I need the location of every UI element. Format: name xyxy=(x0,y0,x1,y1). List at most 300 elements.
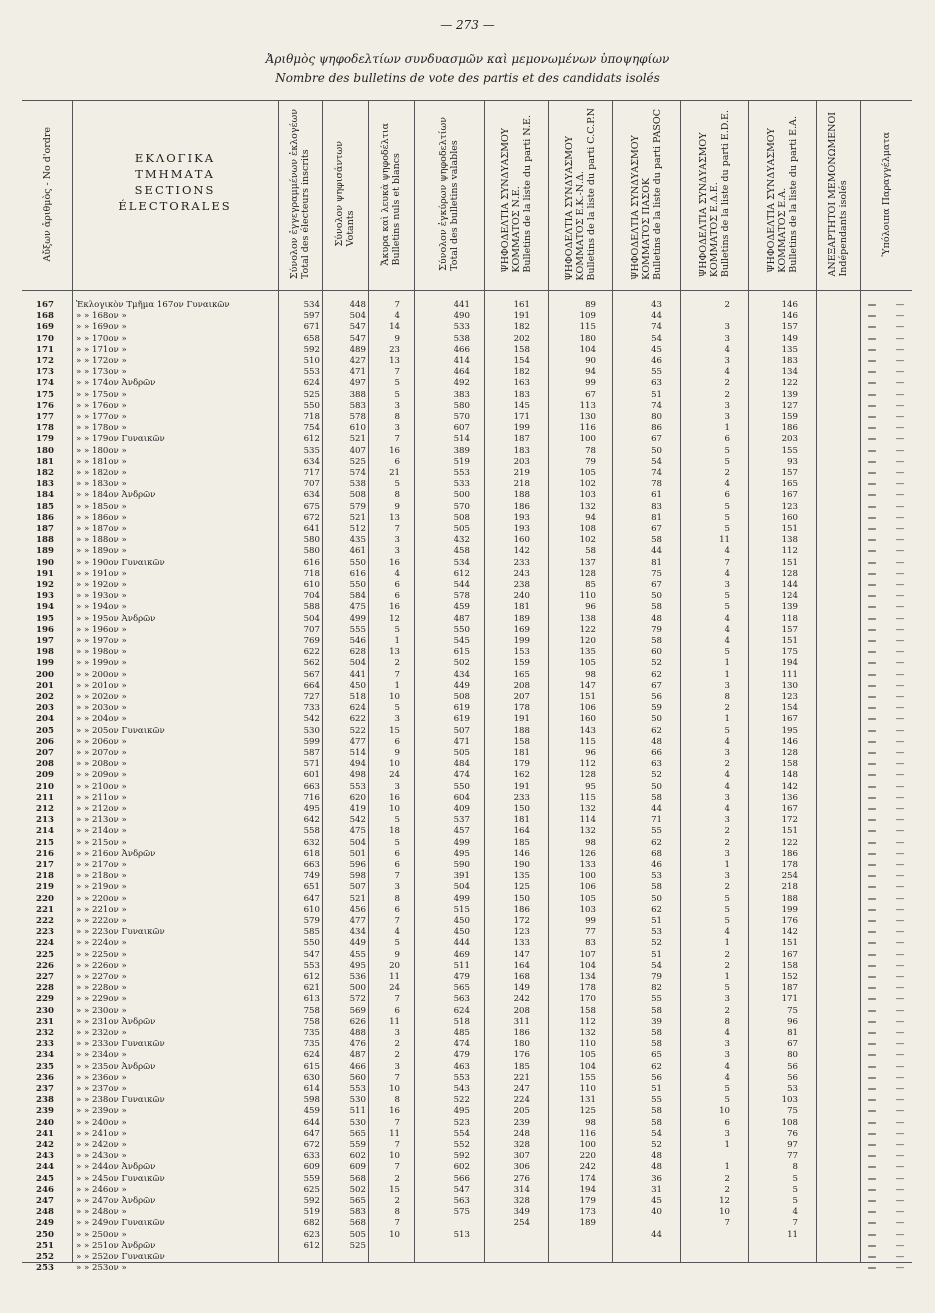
cell-independents: — xyxy=(867,938,877,949)
cell-ea: 187 xyxy=(781,983,798,994)
cell-registered: 707 xyxy=(303,624,320,635)
cell-ea: 154 xyxy=(781,703,798,714)
cell-order-number: 223 xyxy=(36,927,54,938)
table-row xyxy=(22,793,912,804)
cell-voters: 521 xyxy=(349,893,366,904)
cell-independents: — xyxy=(867,848,877,859)
cell-ne: 188 xyxy=(513,490,530,501)
table-row xyxy=(22,513,912,524)
cell-invalid: 3 xyxy=(394,882,400,893)
cell-independents: — xyxy=(867,546,877,557)
cell-independents: — xyxy=(867,1061,877,1072)
cell-registered: 530 xyxy=(303,725,320,736)
cell-ek: 102 xyxy=(579,535,596,546)
cell-independents: — xyxy=(867,1240,877,1251)
cell-ne: 181 xyxy=(513,815,530,826)
cell-pasok: 58 xyxy=(651,602,662,613)
cell-ne: 307 xyxy=(513,1151,530,1162)
table-row xyxy=(22,434,912,445)
cell-ne: 159 xyxy=(513,658,530,669)
cell-valid: 607 xyxy=(453,423,470,434)
cell-ne: 240 xyxy=(513,591,530,602)
cell-ne: 314 xyxy=(513,1184,530,1195)
cell-ea: 152 xyxy=(781,972,798,982)
cell-independents: — xyxy=(867,826,877,837)
cell-pasok: 52 xyxy=(651,938,662,949)
cell-ek: 130 xyxy=(579,412,596,422)
cell-ea: 160 xyxy=(781,512,798,523)
table-row xyxy=(22,759,912,770)
cell-section: » » 228ον » xyxy=(76,983,127,994)
cell-order-number: 234 xyxy=(36,1050,54,1061)
table-row xyxy=(22,804,912,815)
cell-invalid: 9 xyxy=(394,333,400,344)
cell-remaining: — xyxy=(895,412,905,422)
cell-valid: 552 xyxy=(453,1140,470,1150)
cell-section: » » 233ον Γυναικῶν xyxy=(76,1039,165,1050)
cell-ea: 56 xyxy=(787,1061,798,1072)
cell-invalid: 4 xyxy=(394,927,400,938)
cell-order-number: 236 xyxy=(36,1072,54,1083)
cell-ne: 146 xyxy=(513,848,530,859)
cell-invalid: 24 xyxy=(389,983,400,994)
cell-registered: 754 xyxy=(303,423,320,434)
cell-pasok: 67 xyxy=(651,680,662,691)
cell-valid: 523 xyxy=(453,1117,470,1128)
cell-section: » » 223ον Γυναικῶν xyxy=(76,927,165,938)
cell-independents: — xyxy=(867,602,877,613)
cell-ek: 115 xyxy=(579,736,596,747)
cell-order-number: 198 xyxy=(36,647,54,658)
cell-ek: 173 xyxy=(579,1207,596,1218)
cell-valid: 592 xyxy=(453,1151,470,1162)
table-row xyxy=(22,1140,912,1151)
cell-remaining: — xyxy=(895,311,905,322)
cell-independents: — xyxy=(867,1016,877,1027)
cell-order-number: 196 xyxy=(36,624,54,635)
cell-voters: 461 xyxy=(349,546,366,557)
cell-ea: 158 xyxy=(781,759,798,770)
cell-section: » » 210ον » xyxy=(76,781,127,792)
cell-pasok: 51 xyxy=(651,949,662,960)
cell-ne: 182 xyxy=(513,367,530,378)
cell-voters: 512 xyxy=(349,524,366,534)
cell-registered: 601 xyxy=(303,770,320,781)
cell-voters: 583 xyxy=(349,400,366,411)
cell-valid: 490 xyxy=(453,311,470,322)
header-party-ek: ΨΗΦΟΔΕΛΤΙΑ ΣΥΝΔΥΑΣΜΟΥ ΚΟΜΜΑΤΟΣ Ε.Κ.-Ν.Δ. Bulletins de la liste du parti C.C.P.N xyxy=(563,107,597,281)
cell-section: » » 243ον » xyxy=(76,1151,127,1162)
table-row xyxy=(22,658,912,669)
cell-section: » » 212ον » xyxy=(76,804,127,814)
cell-ea: 127 xyxy=(781,400,798,411)
cell-registered: 612 xyxy=(303,972,320,982)
cell-voters: 555 xyxy=(349,624,366,635)
cell-ne: 171 xyxy=(513,412,530,422)
cell-section: » » 218ον » xyxy=(76,871,127,882)
cell-ea: 111 xyxy=(781,669,798,680)
cell-independents: — xyxy=(867,1196,877,1206)
cell-invalid: 3 xyxy=(394,400,400,411)
cell-ne: 183 xyxy=(513,389,530,400)
cell-valid: 565 xyxy=(453,983,470,994)
cell-independents: — xyxy=(867,400,877,411)
table-row xyxy=(22,961,912,972)
cell-invalid: 7 xyxy=(394,1162,400,1173)
cell-independents: — xyxy=(867,893,877,904)
cell-section: » » 252ον Γυναικῶν xyxy=(76,1252,165,1262)
cell-valid: 500 xyxy=(453,490,470,501)
cell-ek: 95 xyxy=(585,781,596,792)
cell-section: » » 232ον » xyxy=(76,1028,127,1038)
cell-independents: — xyxy=(867,524,877,534)
header-remaining: Ὑπόλοιπα Παραγγέλματα xyxy=(880,131,892,257)
cell-independents: — xyxy=(867,736,877,747)
cell-ea: 146 xyxy=(781,736,798,747)
cell-voters: 553 xyxy=(349,781,366,792)
cell-order-number: 242 xyxy=(36,1140,54,1150)
cell-independents: — xyxy=(867,535,877,546)
cell-registered: 559 xyxy=(303,1173,320,1184)
cell-voters: 450 xyxy=(349,680,366,691)
cell-ne: 243 xyxy=(513,568,530,579)
table-row xyxy=(22,423,912,434)
cell-pasok: 55 xyxy=(651,994,662,1005)
cell-ne: 205 xyxy=(513,1106,530,1117)
cell-ek: 98 xyxy=(585,669,596,680)
cell-remaining: — xyxy=(895,916,905,926)
cell-registered: 597 xyxy=(303,311,320,322)
cell-remaining: — xyxy=(895,333,905,344)
cell-order-number: 248 xyxy=(36,1207,54,1218)
cell-section: » » 181ον » xyxy=(76,456,127,467)
cell-ek: 99 xyxy=(585,916,596,926)
cell-registered: 580 xyxy=(303,546,320,557)
cell-invalid: 9 xyxy=(394,949,400,960)
cell-ea: 118 xyxy=(781,613,798,624)
cell-order-number: 167 xyxy=(36,300,54,310)
cell-independents: — xyxy=(867,792,877,803)
cell-voters: 518 xyxy=(349,692,366,702)
cell-ede: 5 xyxy=(724,456,730,467)
cell-pasok: 56 xyxy=(651,1072,662,1083)
cell-ede: 5 xyxy=(724,647,730,658)
cell-ede: 2 xyxy=(724,949,730,960)
cell-remaining: — xyxy=(895,882,905,893)
cell-ek: 116 xyxy=(579,1128,596,1139)
cell-ea: 157 xyxy=(781,624,798,635)
table-row xyxy=(22,770,912,781)
cell-ea: 165 xyxy=(781,479,798,490)
cell-ede: 4 xyxy=(724,736,730,747)
cell-remaining: — xyxy=(895,1184,905,1195)
cell-pasok: 40 xyxy=(651,1207,662,1218)
cell-section: » » 171ον » xyxy=(76,344,127,355)
cell-ea: 77 xyxy=(787,1151,798,1162)
cell-invalid: 7 xyxy=(394,871,400,882)
cell-ne: 191 xyxy=(513,781,530,792)
cell-ne: 248 xyxy=(513,1128,530,1139)
cell-ea: 5 xyxy=(792,1184,798,1195)
cell-invalid: 6 xyxy=(394,580,400,590)
cell-order-number: 246 xyxy=(36,1184,54,1195)
cell-ea: 148 xyxy=(781,770,798,781)
cell-ede: 3 xyxy=(724,871,730,882)
cell-independents: — xyxy=(867,1128,877,1139)
cell-remaining: — xyxy=(895,344,905,355)
cell-ede: 2 xyxy=(724,300,730,310)
cell-remaining: — xyxy=(895,1128,905,1139)
cell-order-number: 221 xyxy=(36,904,54,915)
cell-voters: 495 xyxy=(349,960,366,971)
cell-ede: 4 xyxy=(724,367,730,378)
cell-ea: 96 xyxy=(787,1016,798,1027)
cell-ek: 180 xyxy=(579,333,596,344)
cell-remaining: — xyxy=(895,490,905,501)
cell-section: » » 236ον » xyxy=(76,1072,127,1083)
cell-pasok: 74 xyxy=(651,400,662,411)
table-row xyxy=(22,782,912,793)
cell-invalid: 2 xyxy=(394,658,400,669)
cell-order-number: 211 xyxy=(36,792,54,803)
cell-ne: 185 xyxy=(513,1061,530,1072)
cell-pasok: 79 xyxy=(651,972,662,982)
cell-independents: — xyxy=(867,714,877,725)
cell-ea: 4 xyxy=(792,1207,798,1218)
cell-valid: 459 xyxy=(453,602,470,613)
cell-section: » » 222ον » xyxy=(76,916,127,926)
cell-registered: 769 xyxy=(303,636,320,646)
cell-pasok: 81 xyxy=(651,512,662,523)
table-row xyxy=(22,826,912,837)
cell-registered: 579 xyxy=(303,916,320,926)
cell-independents: — xyxy=(867,300,877,310)
cell-section: » » 216ον Ἀνδρῶν xyxy=(76,848,156,859)
cell-section: » » 195ον Ἀνδρῶν xyxy=(76,613,156,624)
cell-independents: — xyxy=(867,613,877,624)
cell-invalid: 5 xyxy=(394,378,400,389)
cell-ea: 218 xyxy=(781,882,798,893)
cell-ne: 254 xyxy=(513,1218,530,1229)
cell-pasok: 52 xyxy=(651,658,662,669)
cell-order-number: 208 xyxy=(36,759,54,770)
cell-voters: 507 xyxy=(349,882,366,893)
cell-pasok: 44 xyxy=(651,804,662,814)
table-row xyxy=(22,1017,912,1028)
cell-ede: 2 xyxy=(724,759,730,770)
cell-ne: 349 xyxy=(513,1207,530,1218)
cell-ede: 5 xyxy=(724,725,730,736)
cell-pasok: 53 xyxy=(651,871,662,882)
cell-voters: 456 xyxy=(349,904,366,915)
cell-valid: 441 xyxy=(453,300,470,310)
cell-remaining: — xyxy=(895,1151,905,1162)
cell-registered: 510 xyxy=(303,356,320,366)
cell-ea: 186 xyxy=(781,848,798,859)
cell-independents: — xyxy=(867,904,877,915)
table-row xyxy=(22,972,912,983)
cell-remaining: — xyxy=(895,356,905,366)
cell-ek: 83 xyxy=(585,938,596,949)
cell-section: » » 230ον » xyxy=(76,1005,127,1016)
cell-ek: 110 xyxy=(579,1084,596,1094)
cell-ea: 139 xyxy=(781,389,798,400)
table-row xyxy=(22,1084,912,1095)
cell-voters: 622 xyxy=(349,714,366,725)
cell-registered: 580 xyxy=(303,535,320,546)
cell-section: » » 211ον » xyxy=(76,792,127,803)
cell-ea: 56 xyxy=(787,1072,798,1083)
table-row xyxy=(22,580,912,591)
cell-valid: 389 xyxy=(453,445,470,456)
cell-valid: 537 xyxy=(453,815,470,826)
cell-pasok: 36 xyxy=(651,1173,662,1184)
cell-ede: 2 xyxy=(724,1184,730,1195)
table-row xyxy=(22,602,912,613)
cell-ne: 161 xyxy=(513,300,530,310)
table-row xyxy=(22,905,912,916)
cell-ede: 5 xyxy=(724,591,730,602)
cell-ek: 77 xyxy=(585,927,596,938)
cell-order-number: 201 xyxy=(36,680,54,691)
cell-remaining: — xyxy=(895,826,905,837)
cell-order-number: 181 xyxy=(36,456,54,467)
cell-registered: 558 xyxy=(303,826,320,837)
cell-valid: 505 xyxy=(453,524,470,534)
cell-ede: 4 xyxy=(724,1072,730,1083)
cell-voters: 546 xyxy=(349,636,366,646)
cell-section: » » 180ον » xyxy=(76,445,127,456)
cell-valid: 507 xyxy=(453,725,470,736)
cell-valid: 479 xyxy=(453,972,470,982)
cell-independents: — xyxy=(867,927,877,938)
cell-remaining: — xyxy=(895,1016,905,1027)
cell-section: » » 251ον Ἀνδρῶν xyxy=(76,1240,156,1251)
table-row xyxy=(22,1062,912,1073)
cell-remaining: — xyxy=(895,893,905,904)
cell-ede: 2 xyxy=(724,1005,730,1016)
cell-order-number: 227 xyxy=(36,972,54,982)
cell-section: » » 187ον » xyxy=(76,524,127,534)
cell-order-number: 191 xyxy=(36,568,54,579)
cell-section: » » 173ον » xyxy=(76,367,127,378)
cell-valid: 519 xyxy=(453,456,470,467)
cell-voters: 489 xyxy=(349,344,366,355)
cell-section: » » 194ον » xyxy=(76,602,127,613)
cell-ea: 151 xyxy=(781,636,798,646)
cell-ek: 89 xyxy=(585,300,596,310)
cell-pasok: 86 xyxy=(651,423,662,434)
cell-pasok: 58 xyxy=(651,1117,662,1128)
cell-ea: 135 xyxy=(781,344,798,355)
table-row xyxy=(22,983,912,994)
cell-ne: 238 xyxy=(513,580,530,590)
cell-ede: 4 xyxy=(724,770,730,781)
cell-pasok: 67 xyxy=(651,434,662,445)
cell-ne: 208 xyxy=(513,680,530,691)
cell-registered: 592 xyxy=(303,1196,320,1206)
cell-ea: 146 xyxy=(781,311,798,322)
cell-independents: — xyxy=(867,367,877,378)
cell-order-number: 213 xyxy=(36,815,54,826)
cell-ede: 4 xyxy=(724,927,730,938)
cell-valid: 578 xyxy=(453,591,470,602)
cell-valid: 471 xyxy=(453,736,470,747)
cell-invalid: 11 xyxy=(389,1128,400,1139)
cell-order-number: 197 xyxy=(36,636,54,646)
cell-valid: 479 xyxy=(453,1050,470,1061)
cell-voters: 610 xyxy=(349,423,366,434)
cell-registered: 672 xyxy=(303,1140,320,1150)
cell-independents: — xyxy=(867,333,877,344)
cell-ek: 94 xyxy=(585,367,596,378)
cell-order-number: 186 xyxy=(36,512,54,523)
cell-voters: 559 xyxy=(349,1140,366,1150)
cell-registered: 614 xyxy=(303,1084,320,1094)
cell-pasok: 80 xyxy=(651,412,662,422)
cell-independents: — xyxy=(867,1151,877,1162)
cell-ede: 7 xyxy=(724,557,730,568)
cell-order-number: 190 xyxy=(36,557,54,568)
cell-registered: 553 xyxy=(303,367,320,378)
cell-valid: 464 xyxy=(453,367,470,378)
cell-invalid: 16 xyxy=(389,792,400,803)
table-row xyxy=(22,300,912,311)
cell-order-number: 173 xyxy=(36,367,54,378)
cell-ek: 242 xyxy=(579,1162,596,1173)
table-row xyxy=(22,714,912,725)
cell-remaining: — xyxy=(895,557,905,568)
cell-valid: 612 xyxy=(453,568,470,579)
cell-registered: 562 xyxy=(303,658,320,669)
cell-ea: 128 xyxy=(781,748,798,758)
cell-pasok: 58 xyxy=(651,1005,662,1016)
cell-pasok: 45 xyxy=(651,1196,662,1206)
cell-valid: 484 xyxy=(453,759,470,770)
table-row xyxy=(22,692,912,703)
cell-registered: 644 xyxy=(303,1117,320,1128)
cell-pasok: 55 xyxy=(651,826,662,837)
cell-registered: 641 xyxy=(303,524,320,534)
cell-pasok: 60 xyxy=(651,647,662,658)
cell-ek: 120 xyxy=(579,636,596,646)
cell-ea: 172 xyxy=(781,815,798,826)
cell-ek: 107 xyxy=(579,949,596,960)
table-row xyxy=(22,1118,912,1129)
cell-valid: 495 xyxy=(453,1106,470,1117)
cell-valid: 511 xyxy=(453,960,470,971)
cell-registered: 735 xyxy=(303,1039,320,1050)
cell-valid: 474 xyxy=(453,770,470,781)
table-row xyxy=(22,356,912,367)
cell-ede: 5 xyxy=(724,1084,730,1094)
cell-registered: 585 xyxy=(303,927,320,938)
cell-section: » » 197ον » xyxy=(76,636,127,646)
cell-ek: 113 xyxy=(579,400,596,411)
cell-registered: 571 xyxy=(303,759,320,770)
cell-registered: 630 xyxy=(303,1072,320,1083)
cell-remaining: — xyxy=(895,1218,905,1229)
cell-valid: 619 xyxy=(453,714,470,725)
cell-independents: — xyxy=(867,860,877,870)
cell-ek: 114 xyxy=(579,815,596,826)
cell-remaining: — xyxy=(895,770,905,781)
cell-remaining: — xyxy=(895,1240,905,1251)
cell-voters: 497 xyxy=(349,378,366,389)
cell-invalid: 16 xyxy=(389,1106,400,1117)
cell-remaining: — xyxy=(895,1196,905,1206)
table-row xyxy=(22,1241,912,1252)
